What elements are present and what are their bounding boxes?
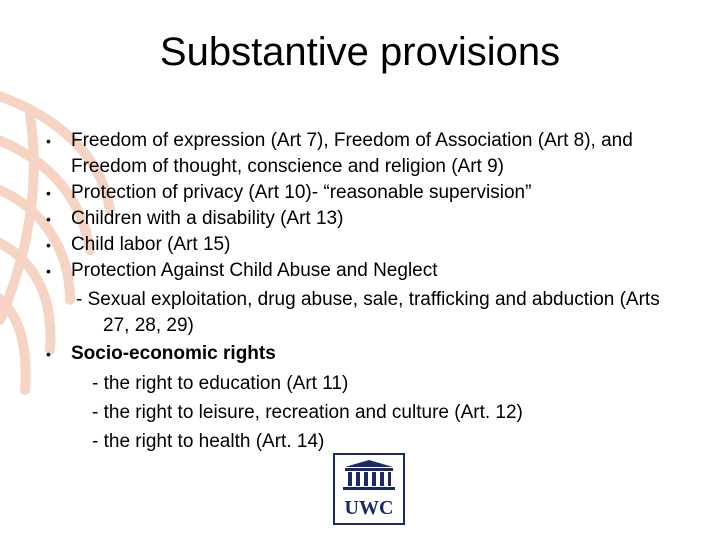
list-item-text: Child labor (Art 15) — [71, 234, 231, 255]
sub-item: - the right to health (Art. 14) — [92, 431, 325, 452]
bullet-marker: • — [46, 346, 51, 362]
bullet-marker: • — [46, 133, 51, 149]
uwc-logo — [333, 453, 405, 525]
building-icon — [339, 459, 399, 493]
sub-item: - the right to education (Art 11) — [92, 373, 349, 394]
bullet-marker: • — [46, 185, 51, 201]
list-item — [46, 232, 676, 258]
slide-title: Substantive provisions — [159, 30, 561, 74]
bullet-marker: • — [46, 237, 51, 253]
list-item-text: Socio-economic rights — [71, 343, 276, 364]
sub-item: - the right to leisure, recreation and culture (Art. 12) — [92, 402, 523, 423]
list-item-text: Protection Against Child Abuse and Neglect — [71, 260, 438, 281]
list-item — [46, 341, 676, 367]
list-item — [46, 206, 676, 232]
bullet-list — [46, 128, 676, 456]
list-item — [46, 258, 676, 284]
sub-item: - Sexual exploitation, drug abuse, sale, trafficking and abduction (Arts 27, 28, 29) — [76, 289, 660, 336]
bullet-marker: • — [46, 211, 51, 227]
list-item — [46, 180, 676, 206]
list-item-text: Freedom of expression (Art 7), Freedom of Association (Art 8), and Freedom of thought, conscience and religion (Art 9) — [71, 130, 633, 177]
list-item — [46, 128, 676, 180]
list-item-text: Children with a disability (Art 13) — [71, 208, 344, 229]
logo-text: UWC — [344, 497, 394, 519]
bullet-marker: • — [46, 263, 51, 279]
list-item-text: Protection of privacy (Art 10)- “reasonable supervision” — [71, 182, 532, 203]
